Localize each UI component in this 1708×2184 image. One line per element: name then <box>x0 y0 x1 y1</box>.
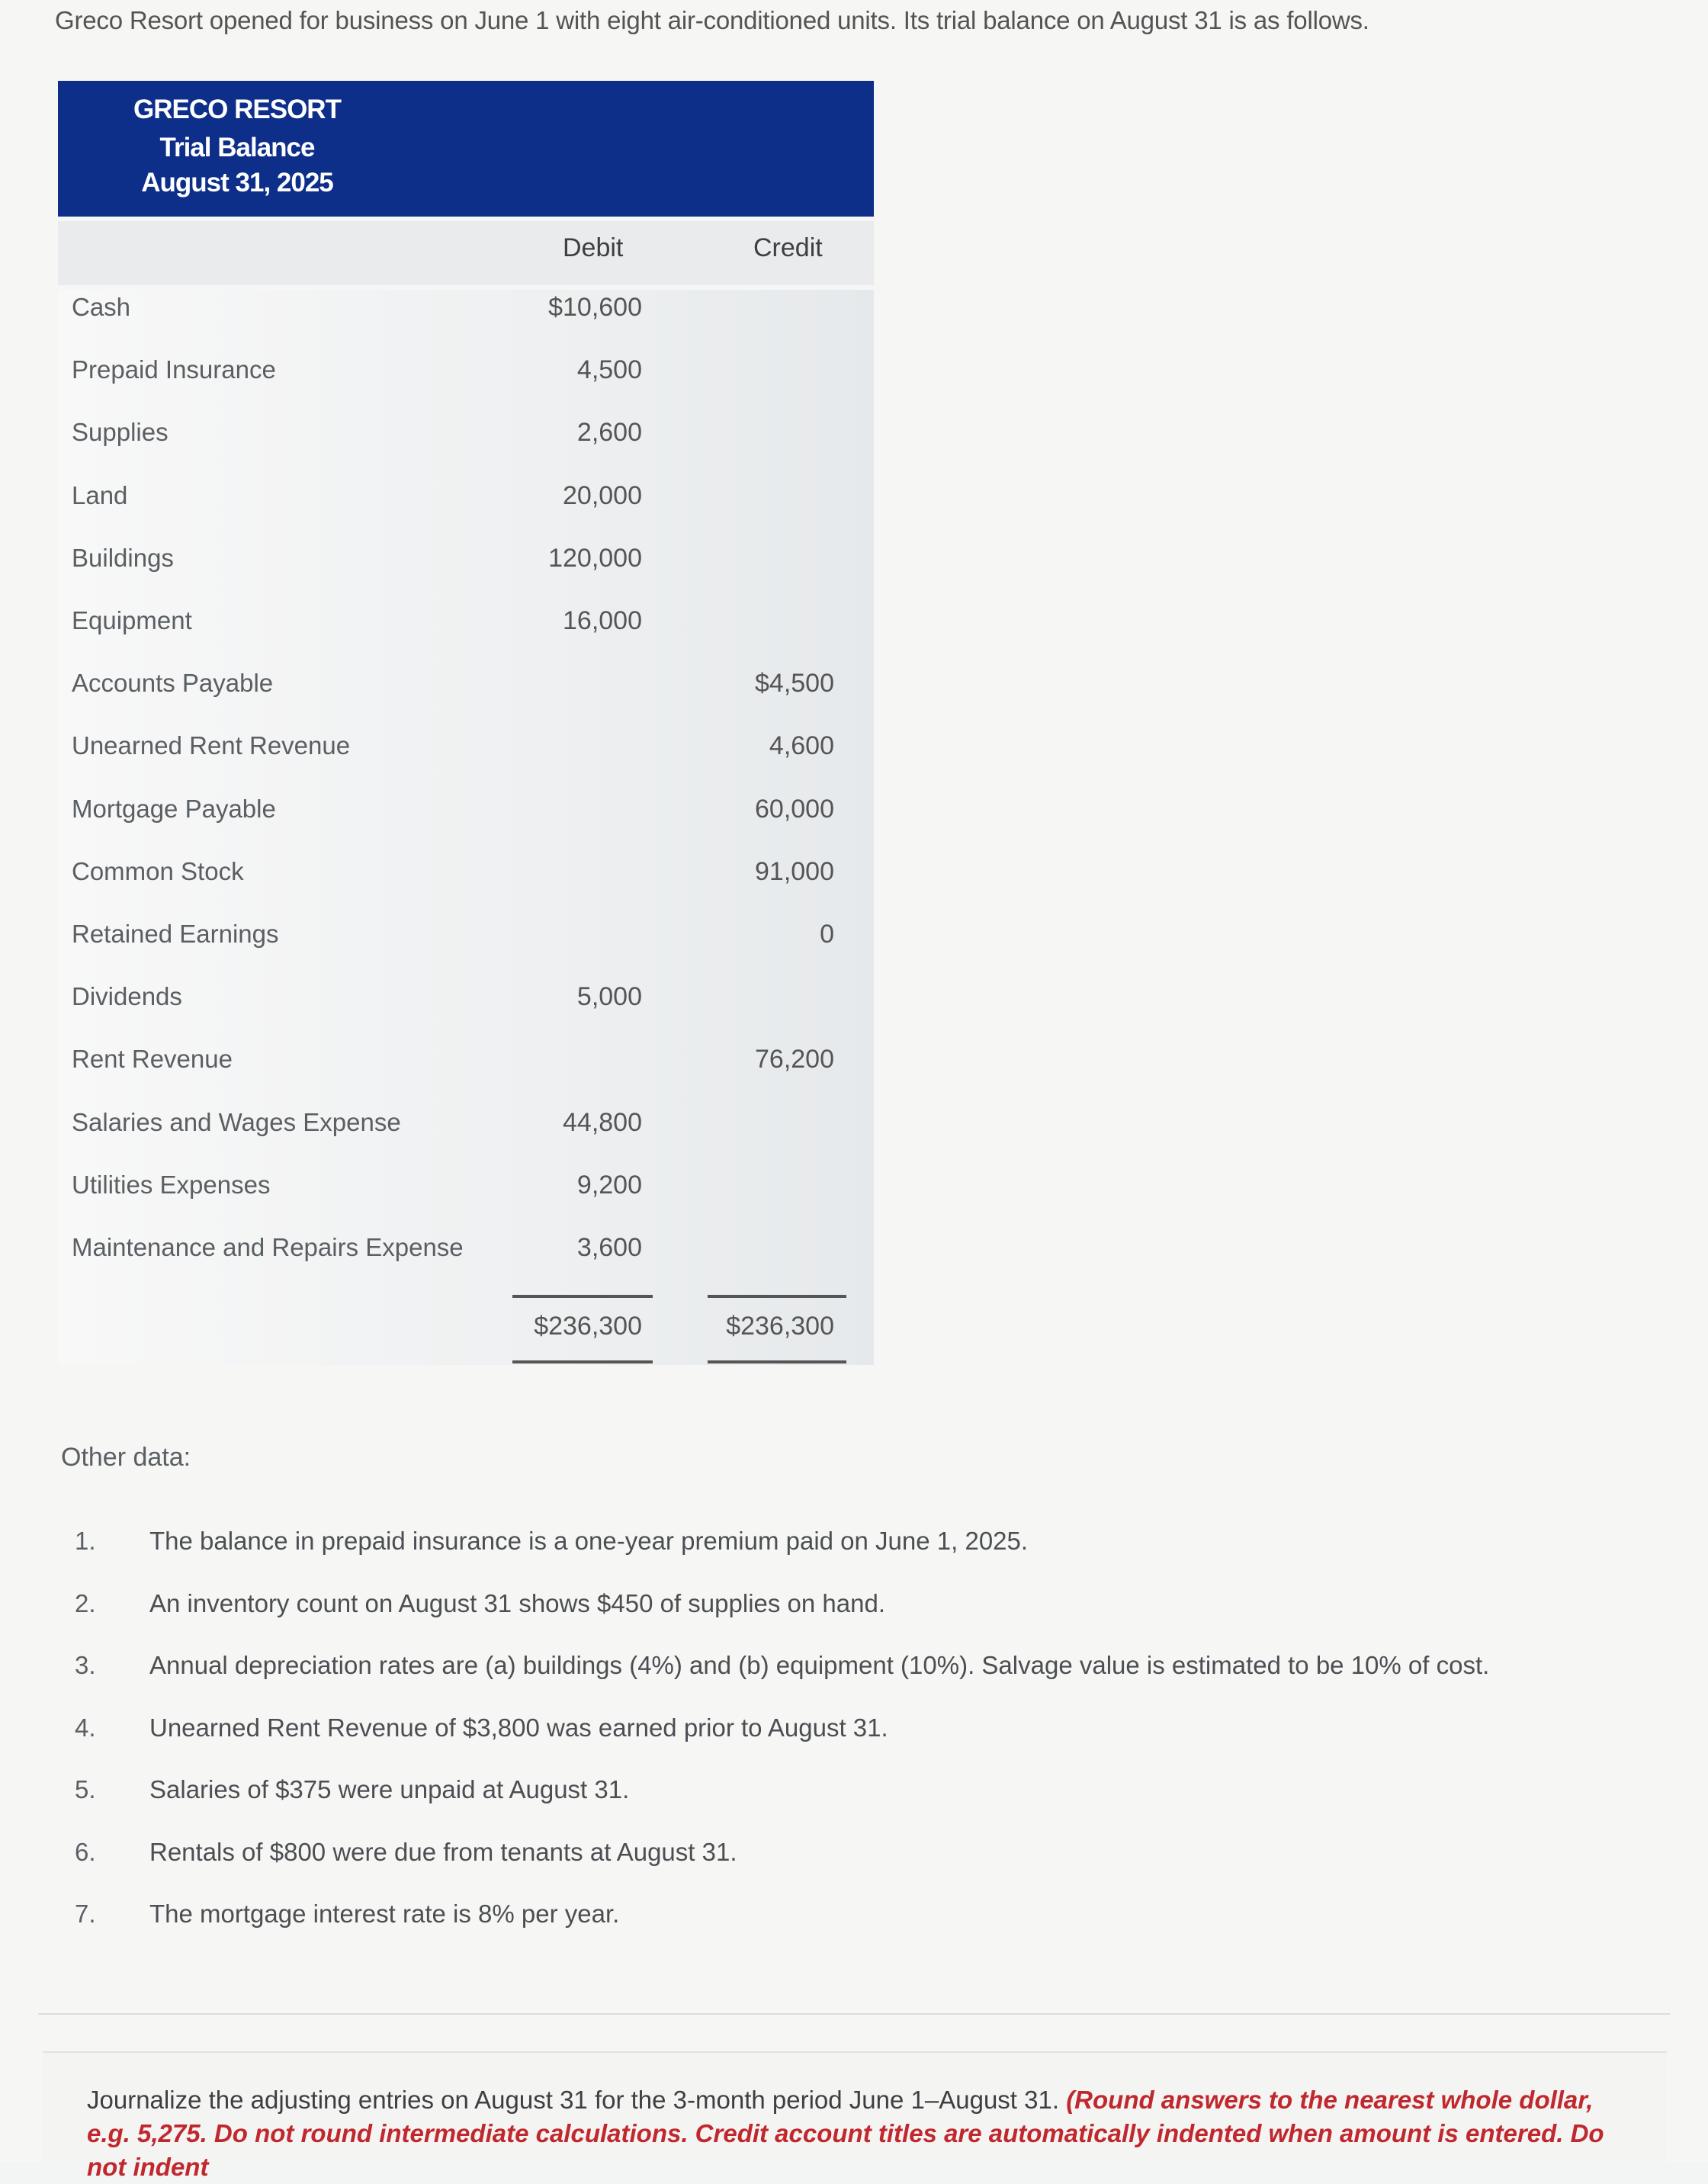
debit-amount: 20,000 <box>563 480 642 510</box>
debit-amount: 4,500 <box>576 355 642 385</box>
statement-title: Trial Balance <box>159 133 315 162</box>
item-number: 6. <box>75 1837 96 1866</box>
credit-amount: 4,600 <box>769 731 834 761</box>
account-name: Unearned Rent Revenue <box>72 731 351 760</box>
table-row <box>0 857 915 903</box>
item-text: The balance in prepaid insurance is a one-year premium paid on June 1, 2025. <box>149 1527 1029 1555</box>
account-name: Prepaid Insurance <box>72 355 276 384</box>
table-row <box>0 606 915 652</box>
statement-date: August 31, 2025 <box>141 168 333 198</box>
total-debit: $236,300 <box>534 1312 642 1341</box>
item-number: 5. <box>75 1775 96 1803</box>
table-row <box>0 982 915 1028</box>
account-name: Accounts Payable <box>72 669 274 698</box>
credit-amount: 60,000 <box>755 794 834 824</box>
account-name: Utilities Expenses <box>72 1170 271 1199</box>
debit-amount: 9,200 <box>576 1170 642 1200</box>
table-row <box>0 669 915 715</box>
item-number: 3. <box>75 1651 96 1679</box>
instruction-main: Journalize the adjusting entries on August 31 for the 3-month period June 1–August 31. <box>87 2086 1060 2114</box>
credit-amount: 76,200 <box>755 1045 834 1074</box>
account-name: Cash <box>72 293 131 321</box>
debit-amount: 3,600 <box>576 1233 642 1262</box>
item-text: An inventory count on August 31 shows $450 of supplies on hand. <box>149 1588 886 1617</box>
account-name: Supplies <box>72 418 169 447</box>
list-item <box>0 1527 1601 1572</box>
credit-amount: 91,000 <box>755 856 834 886</box>
item-text: Rentals of $800 were due from tenants at August 31. <box>149 1837 737 1866</box>
table-row <box>0 481 915 527</box>
list-item <box>0 1713 1601 1759</box>
item-number: 1. <box>75 1527 96 1555</box>
item-text: Unearned Rent Revenue of $3,800 was earned prior to August 31. <box>149 1713 888 1742</box>
table-row <box>0 1233 915 1279</box>
list-item <box>0 1838 1601 1884</box>
debit-amount: $10,600 <box>548 293 642 322</box>
list-item <box>0 1900 1601 1945</box>
item-number: 7. <box>75 1900 96 1928</box>
credit-subtotal-rule <box>708 1295 846 1298</box>
table-row <box>0 795 915 840</box>
debit-amount: 2,600 <box>576 418 642 448</box>
table-row <box>0 920 915 965</box>
list-item <box>0 1589 1601 1635</box>
table-row <box>0 418 915 464</box>
account-name: Dividends <box>72 982 182 1011</box>
total-credit: $236,300 <box>726 1312 834 1341</box>
credit-amount: $4,500 <box>755 669 834 699</box>
debit-amount: 44,800 <box>563 1107 642 1137</box>
list-item <box>0 1651 1601 1697</box>
credit-amount: 0 <box>820 920 834 949</box>
account-name: Rent Revenue <box>72 1045 233 1074</box>
account-name: Mortgage Payable <box>72 794 276 823</box>
debit-total-rule <box>512 1360 653 1363</box>
trial-balance-header <box>58 81 874 217</box>
account-name: Retained Earnings <box>72 920 279 948</box>
account-name: Buildings <box>72 543 174 572</box>
table-row <box>0 1045 915 1090</box>
credit-total-rule <box>708 1360 846 1363</box>
debit-amount: 16,000 <box>563 606 642 635</box>
instruction-note: (Round answers to the nearest whole dollar, e.g. 5,275. Do not round intermediate calculations. Credit account titles are automatically indented when amount is entered. Do not indent <box>87 2086 1604 2181</box>
account-name: Equipment <box>72 606 192 634</box>
account-name: Common Stock <box>72 856 244 885</box>
table-row <box>0 293 915 339</box>
instruction-text <box>87 2083 1612 2184</box>
item-text: Salaries of $375 were unpaid at August 31. <box>149 1775 630 1803</box>
item-number: 2. <box>75 1588 96 1617</box>
list-item <box>0 1775 1601 1821</box>
account-name: Land <box>72 480 128 509</box>
table-row <box>0 544 915 589</box>
panel-divider <box>38 2013 1670 2015</box>
item-text: Annual depreciation rates are (a) buildings (4%) and (b) equipment (10%). Salvage value is estimated to be 10% of cost. <box>149 1651 1490 1679</box>
other-data-label: Other data: <box>61 1443 191 1472</box>
company-name: GRECO RESORT <box>133 95 341 124</box>
column-header-band <box>58 221 874 285</box>
totals-row <box>0 1312 915 1357</box>
credit-column-header: Credit <box>753 233 823 262</box>
intro-text: Greco Resort opened for business on June 1 with eight air-conditioned units. Its trial balance on August 31 is as follows. <box>55 6 1369 34</box>
account-name: Maintenance and Repairs Expense <box>72 1233 464 1261</box>
account-name: Salaries and Wages Expense <box>72 1107 401 1136</box>
debit-amount: 120,000 <box>548 543 642 573</box>
table-row <box>0 1108 915 1154</box>
item-number: 4. <box>75 1713 96 1742</box>
item-text: The mortgage interest rate is 8% per year. <box>149 1900 620 1928</box>
table-row <box>0 731 915 777</box>
debit-amount: 5,000 <box>576 982 642 1012</box>
table-row <box>0 355 915 401</box>
table-row <box>0 1171 915 1216</box>
debit-column-header: Debit <box>563 233 624 262</box>
debit-subtotal-rule <box>512 1295 653 1298</box>
